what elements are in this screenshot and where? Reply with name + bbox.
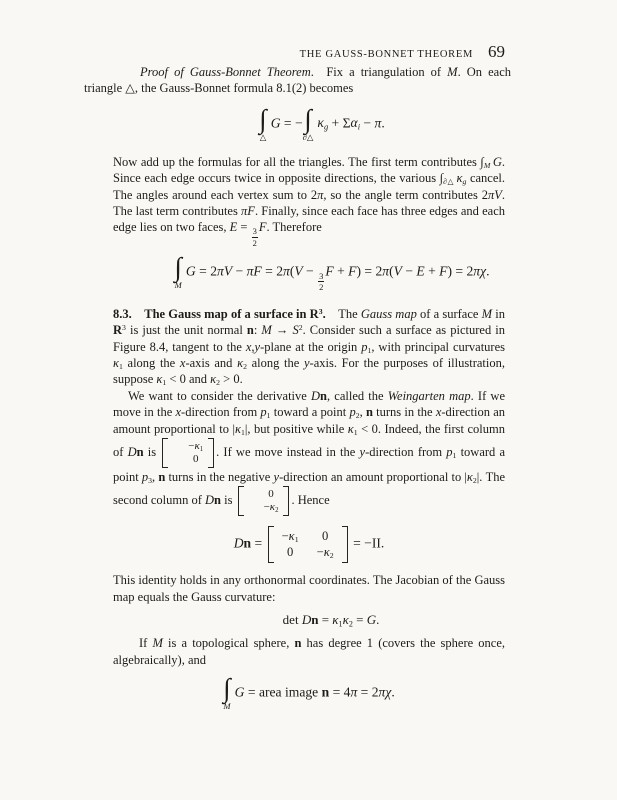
paragraph-sum-formulas: Now add up the formulas for all the triangles. The first term contributes $\int_M$ G. Since each edge occurs twice in opposite directions, the various $\int_{\partial\triangle}$ $\kappa_g$ cancel. The angles around each vertex sum to 2π, so the angle term contributes 2πV. The last term contributes πF. Finally, since each face has three edges and each edge lies on two faces, E = $\frac{3}{2}$ F. Therefore (113, 154, 505, 248)
formula-euler-characteristic: ∫ M G = 2πV − πF = 2π(V − $\frac{3}{2}$ F + F) = 2π(V − E + F) = 2πχ. (174, 252, 490, 293)
running-header-title: THE GAUSS-BONNET THEOREM (299, 49, 473, 60)
formula-area-image: ∫ M G = area image n = 4π = 2πχ. (223, 673, 395, 712)
formula-determinant: $\det Dn = \kappa_1\kappa_2 = G$. (282, 612, 380, 629)
running-header (113, 42, 505, 62)
paragraph-proof-intro: Proof of Gauss-Bonnet Theorem. Fix a triangulation of M. On each triangle △, the Gauss-Bonnet formula 8.1(2) becomes (84, 65, 511, 96)
page-number: 69 (488, 42, 505, 61)
paragraph-topological-sphere: If M is a topological sphere, n has degree 1 (covers the sphere once, algebraically), and (113, 636, 506, 667)
formula-gauss-bonnet-triangle: ∫ △ G = − ∫ ∂△ $\kappa_g + \Sigma\alpha_i - \pi$. (259, 103, 385, 142)
text-column (84, 64, 511, 712)
formula-weingarten-matrix: Dn = $-\kappa_1$ 0 0 $-\kappa_2$ = −II. (113, 525, 505, 564)
paragraph-jacobian-identity: This identity holds in any orthonormal coordinates. The Jacobian of the Gauss map equals the Gauss curvature: (113, 573, 505, 604)
paragraph-weingarten-map: We want to consider the derivative Dn, called the Weingarten map. If we move in the x-direction from $p_1$ toward a point $p_2$, n turns in the x-direction an amount proportional to $|\kappa_1|$, but positive while $\kappa_1 < 0$. Indeed, the first column of Dn is $-\kappa_1$ 0 . If we move instead in the y-direction from $p_1$ toward a point $p_3$, n turns in the negative y-direction an amount proportional to $|\kappa_2|$. The second column of Dn is 0 $-\kappa_2$ . Hence (113, 388, 505, 518)
paragraph-section-8-3-gauss-map: 8.3. The Gauss map of a surface in $R^3$. The Gauss map of a surface M in $R^3$ is just the unit normal n: $M \to S^2$. Consider such a surface as pictured in Figure 8.4, tangent to the x,y-plane at the origin $p_1$, with principal curvatures $\kappa_1$ along the x-axis and $\kappa_2$ along the y-axis. For the purposes of illustration, suppose $\kappa_1 < 0$ and $\kappa_2 > 0$. (113, 306, 505, 388)
